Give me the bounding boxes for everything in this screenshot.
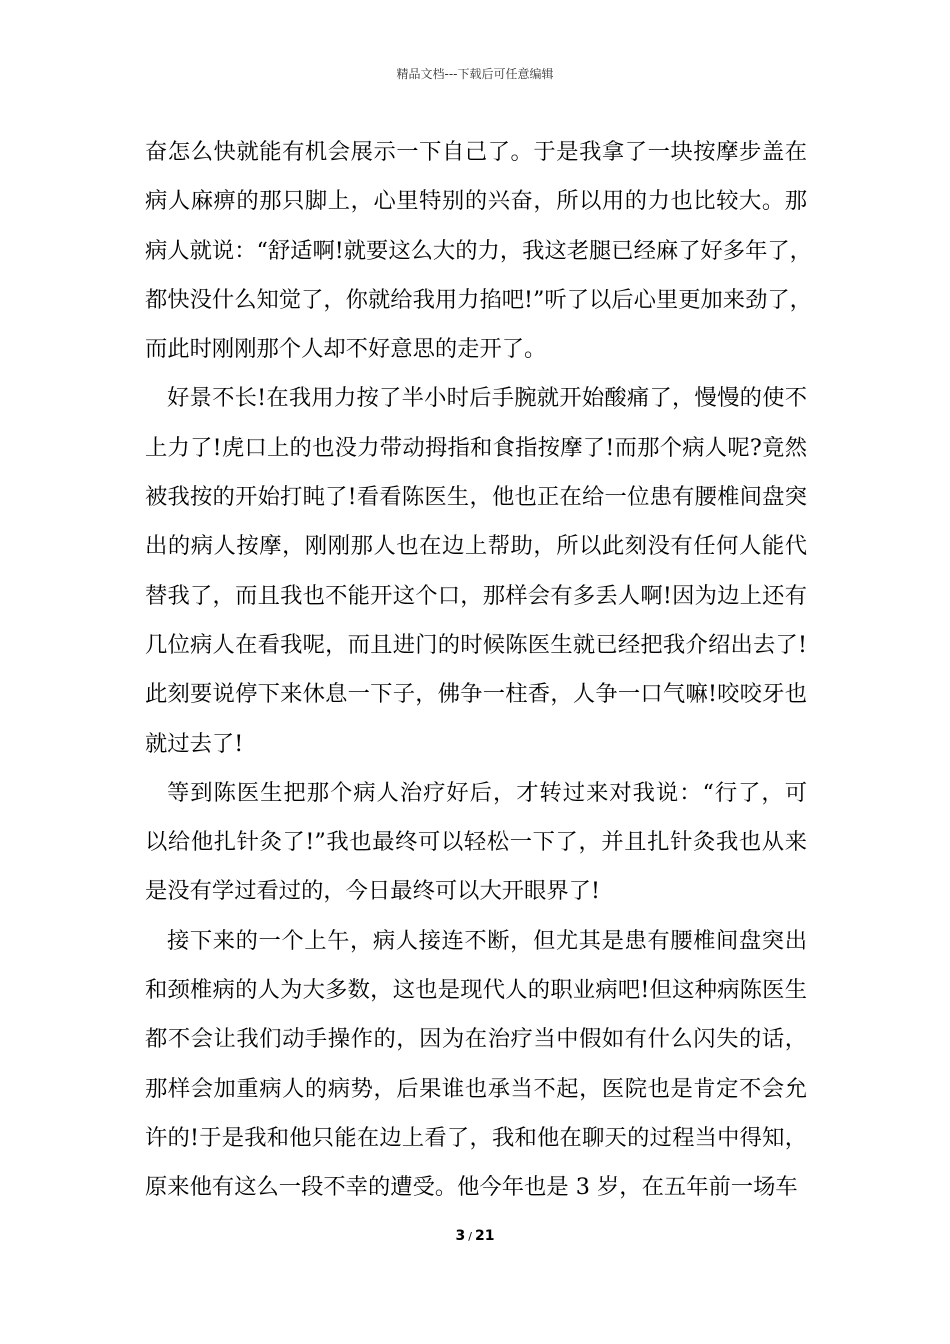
text-line: 等到陈医生把那个病人治疗好后，才转过来对我说：“行了，可: [167, 779, 807, 806]
text-line: 而此时刚刚那个人却不好意思的走开了。: [145, 336, 547, 363]
text-line: 就过去了!: [145, 730, 244, 757]
text-line: 几位病人在看我呢，而且进门的时候陈医生就已经把我介绍出去了!: [145, 631, 807, 658]
text-line: 以给他扎针灸了!”我也最终可以轻松一下了，并且扎针灸我也从来: [145, 829, 807, 856]
text-line: 原来他有这么一段不幸的遭受。他今年也是 3 岁，在五年前一场车: [145, 1174, 798, 1201]
text-line: 都不会让我们动手操作的，因为在治疗当中假如有什么闪失的话，: [145, 1026, 807, 1053]
paragraph: [145, 128, 812, 374]
paragraph: [145, 917, 807, 1213]
text-line: 接下来的一个上午，病人接连不断，但尤其是患有腰椎间盘突出: [167, 927, 807, 954]
total-pages-number: 21: [474, 1228, 495, 1244]
text-line: 病人就说：“舒适啊!就要这么大的力，我这老腿已经麻了好多年了，: [145, 237, 812, 264]
page-number: [0, 1226, 950, 1247]
page-separator: /: [468, 1230, 472, 1243]
text-line: 出的病人按摩，刚刚那人也在边上帮助，所以此刻没有任何人能代: [145, 533, 807, 560]
text-line: 上力了!虎口上的也没力带动拇指和食指按摩了!而那个病人呢?竟然: [145, 434, 807, 461]
current-page-number: 3: [455, 1228, 466, 1244]
paragraph: [145, 769, 807, 917]
text-line: 被我按的开始打盹了!看看陈医生，他也正在给一位患有腰椎间盘突: [145, 484, 807, 511]
text-line: 和颈椎病的人为大多数，这也是现代人的职业病吧!但这种病陈医生: [145, 977, 807, 1004]
text-line: 许的!于是我和他只能在边上看了，我和他在聊天的过程当中得知，: [145, 1124, 807, 1151]
text-line: 那样会加重病人的病势，后果谁也承当不起，医院也是肯定不会允: [145, 1075, 807, 1102]
text-line: 替我了，而且我也不能开这个口，那样会有多丢人啊!因为边上还有: [145, 582, 807, 609]
document-body: [145, 128, 812, 1213]
text-line: 是没有学过看过的，今日最终可以大开眼界了!: [145, 878, 600, 905]
text-line: 病人麻痹的那只脚上，心里特别的兴奋，所以用的力也比较大。那: [145, 188, 807, 215]
text-line: 都快没什么知觉了，你就给我用力掐吧!”听了以后心里更加来劲了，: [145, 286, 812, 313]
text-line: 好景不长!在我用力按了半小时后手腕就开始酸痛了，慢慢的使不: [167, 385, 807, 412]
page-header: 精品文档---下载后可任意编辑: [396, 67, 554, 81]
text-line: 此刻要说停下来休息一下子，佛争一柱香，人争一口气嘛!咬咬牙也: [145, 681, 807, 708]
text-line: 奋怎么快就能有机会展示一下自己了。于是我拿了一块按摩步盖在: [145, 139, 807, 165]
paragraph: [145, 374, 807, 768]
